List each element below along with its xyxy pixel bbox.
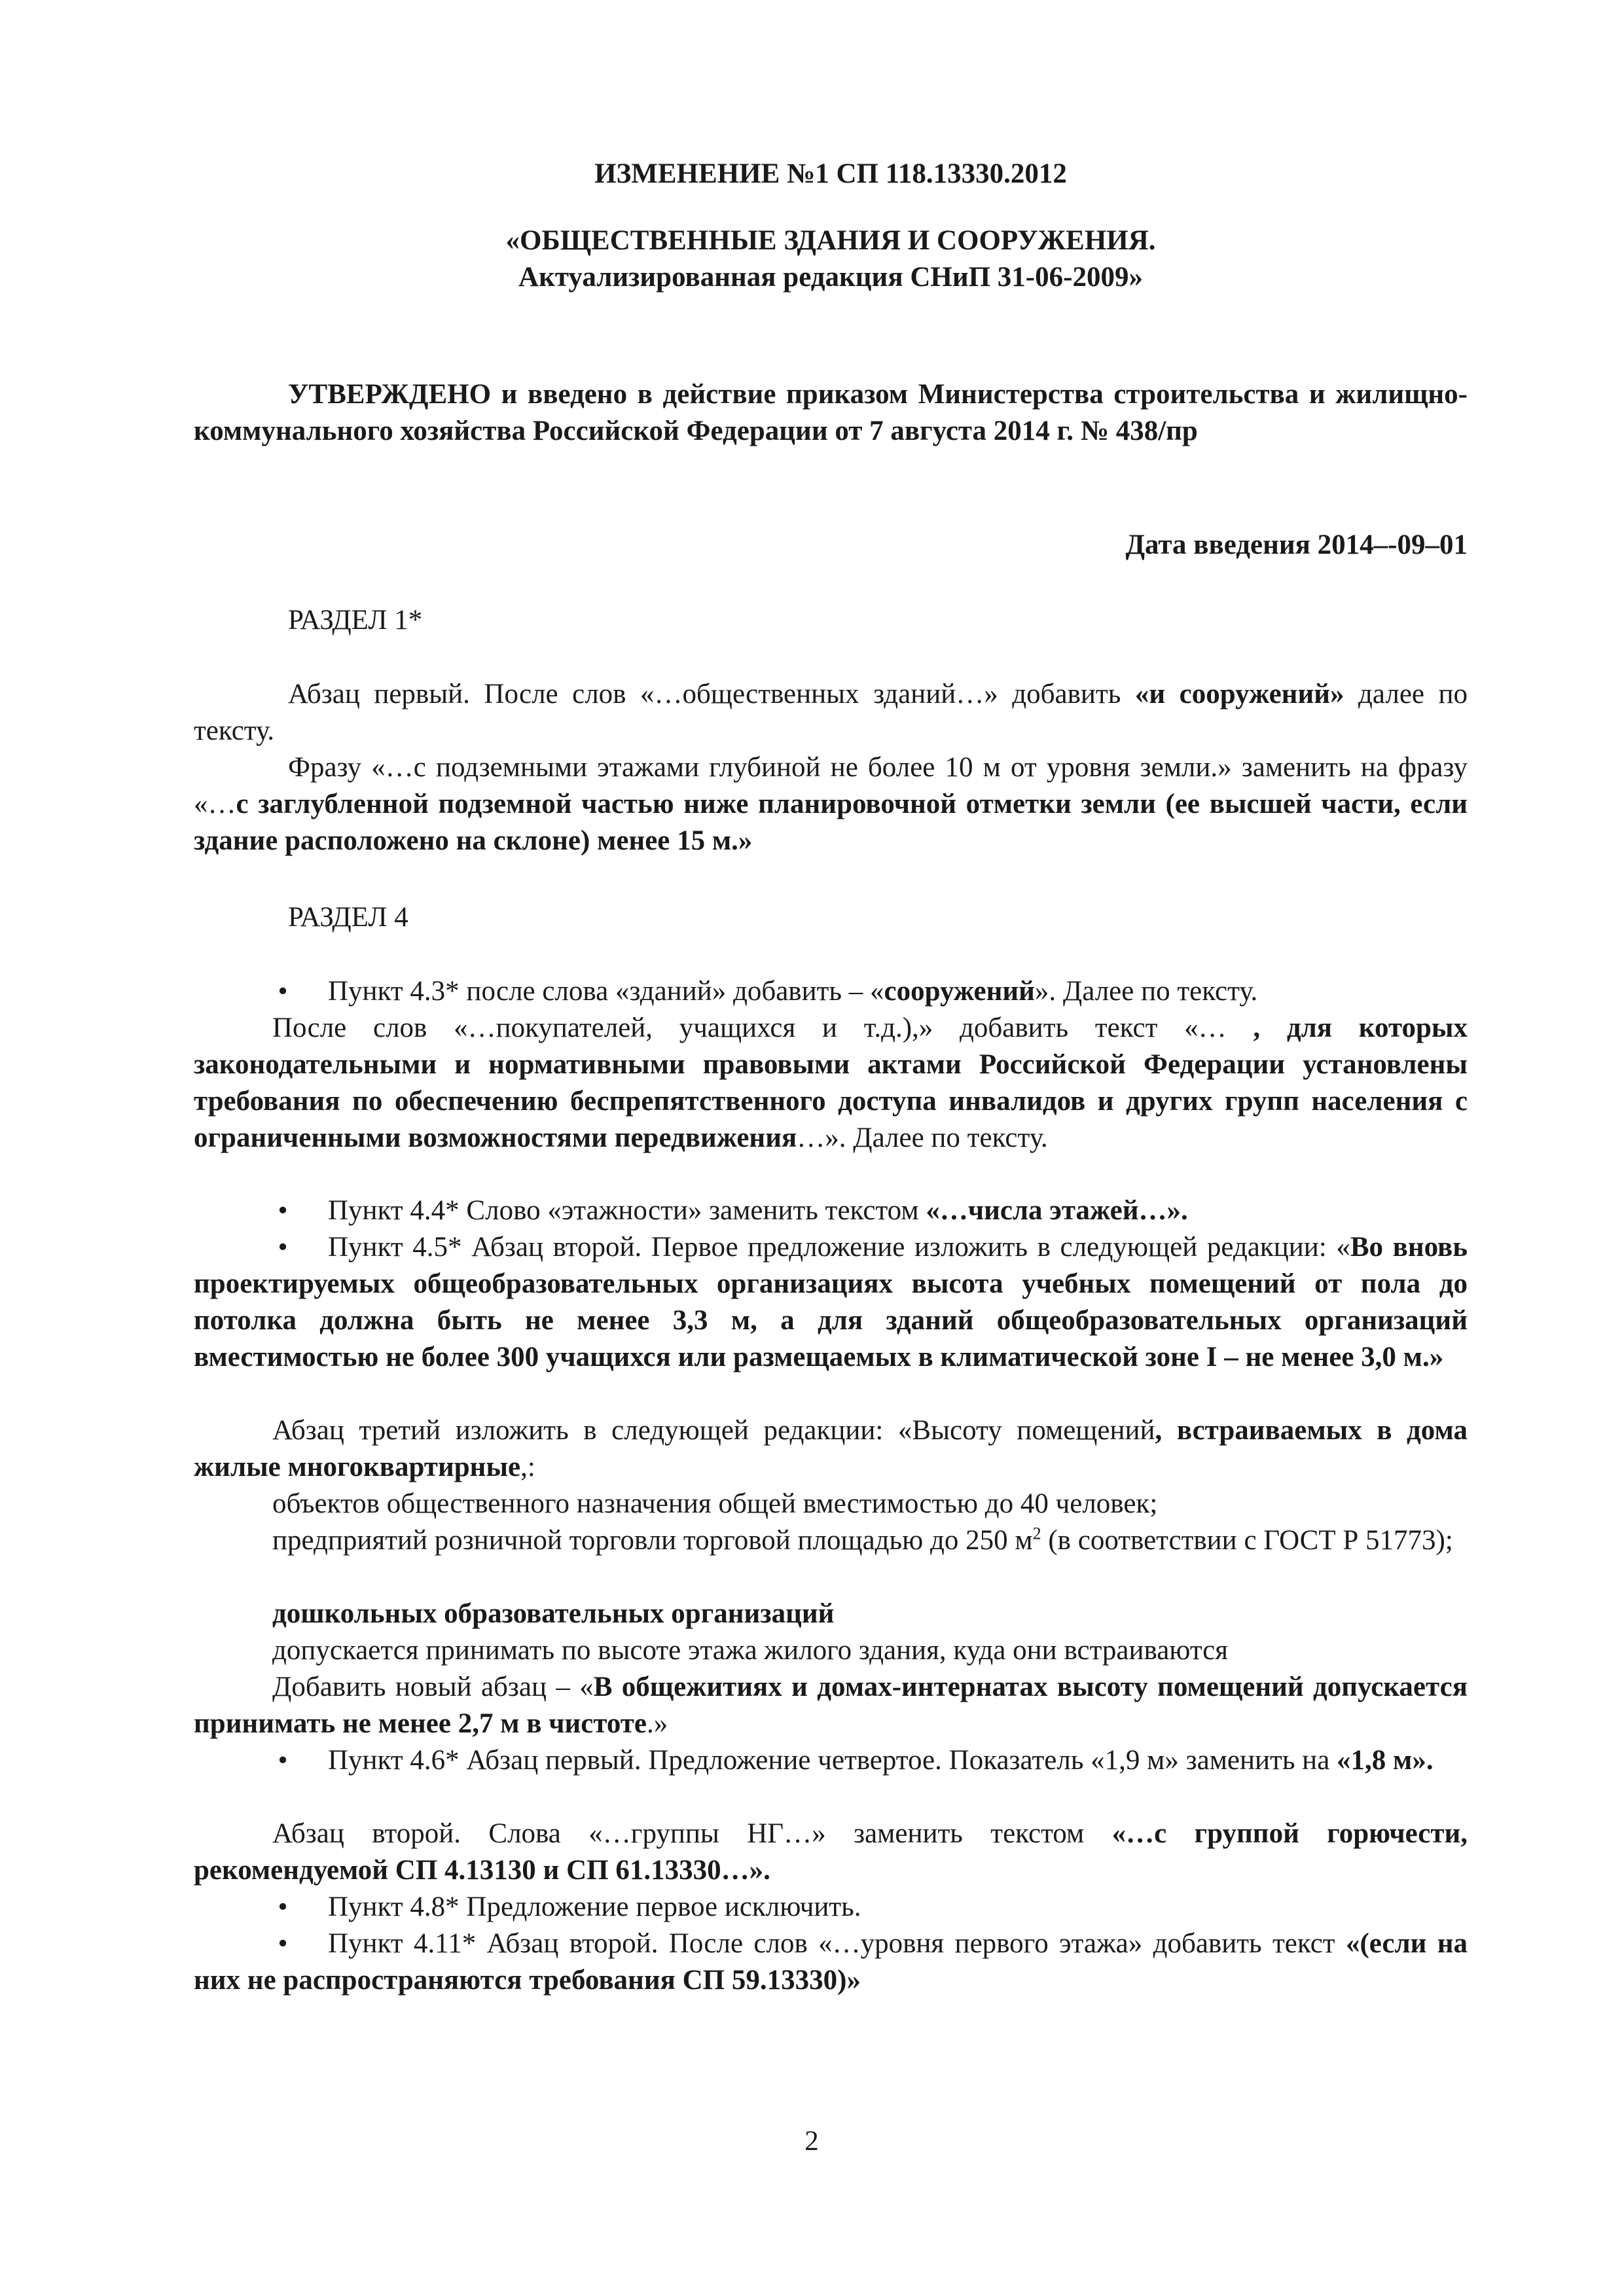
section1-p2-text: Фразу «…с подземными этажами глубиной не более 10 м от уровня земли.» заменить на фразу «… bbox=[194, 752, 1468, 819]
item-4-6-text: Пункт 4.6* Абзац первый. Предложение четвертое. Показатель «1,9 м» заменить на bbox=[328, 1745, 1337, 1776]
list-item-4-11 bbox=[194, 1926, 1468, 1999]
item-4-11-bold: «(если на них не распространяются требования СП 59.13330)» bbox=[194, 1928, 1468, 1996]
section1-p1-text: Абзац первый. После слов «…общественных зданий…» добавить bbox=[288, 679, 1135, 709]
line-retail-superscript: 2 bbox=[1032, 1524, 1041, 1543]
change-title: ИЗМЕНЕНИЕ №1 СП 118.13330.2012 bbox=[594, 158, 1067, 189]
bullet-icon: • bbox=[278, 1195, 288, 1226]
section4-heading: РАЗДЕЛ 4 bbox=[288, 902, 408, 933]
approval-paragraph: УТВЕРЖДЕНО и введено в действие приказом Министерства строительства и жилищно-коммунального хозяйства Российской Федерации от 7 августа 2014 г. № 438/пр bbox=[194, 379, 1468, 446]
section1-p1-bold: «и сооружений» bbox=[1134, 679, 1344, 709]
effective-date: Дата введения 2014–-09–01 bbox=[1125, 529, 1468, 560]
item-4-6-bold: «1,8 м». bbox=[1337, 1745, 1434, 1776]
line-public-objects: объектов общественного назначения общей вместимостью до 40 человек; bbox=[272, 1488, 1158, 1519]
paragraph-new-bold: В общежитиях и домах-интернатах высоту помещений допускается принимать не менее 2,7 м в чистоте bbox=[194, 1672, 1468, 1739]
paragraph-third bbox=[194, 1412, 1468, 1486]
item-4-3-bold: сооружений bbox=[884, 976, 1035, 1007]
after-words-text: После слов «…покупателей, учащихся и т.д.),» добавить текст «… bbox=[272, 1013, 1254, 1043]
list-item-4-5 bbox=[194, 1229, 1468, 1376]
section1-p1-tail: далее по тексту. bbox=[194, 679, 1468, 746]
paragraph-4-6-second-text: Абзац второй. Слова «…группы НГ…» заменить текстом bbox=[272, 1818, 1112, 1849]
section1-paragraph2 bbox=[194, 749, 1468, 859]
bullet-icon: • bbox=[278, 1928, 288, 1959]
section1-paragraph1 bbox=[194, 676, 1468, 749]
list-item-4-8 bbox=[194, 1889, 1468, 1926]
line-preschool: дошкольных образовательных организаций bbox=[272, 1598, 835, 1629]
paragraph-third-bold: , встраиваемых в дома жилые многоквартирные bbox=[194, 1415, 1468, 1482]
item-4-8-text: Пункт 4.8* Предложение первое исключить. bbox=[328, 1892, 861, 1922]
paragraph-third-tail: ,: bbox=[520, 1452, 535, 1482]
list-item-4-6 bbox=[194, 1742, 1468, 1779]
bullet-icon: • bbox=[278, 976, 288, 1007]
paragraph-4-6-second-bold: «…с группой горючести, рекомендуемой СП 4.13130 и СП 61.13330…». bbox=[194, 1818, 1468, 1886]
bullet-icon: • bbox=[278, 1232, 288, 1263]
item-4-5-bold: Во вновь проектируемых общеобразовательных организациях высота учебных помещений от пола до потолка должна быть не менее 3,3 м, а для зданий общеобразовательных организаций вместимостью не более 300 учащихся или размещаемых в климатической зоне I – не менее 3,0 м.» bbox=[194, 1232, 1468, 1372]
paragraph-4-6-second bbox=[194, 1816, 1468, 1889]
line-retail bbox=[194, 1522, 1468, 1559]
after-words-tail: …». Далее по тексту. bbox=[797, 1122, 1048, 1153]
line-retail-text: предприятий розничной торговли торговой площадью до 250 м bbox=[272, 1525, 1033, 1556]
section4-after-words-paragraph bbox=[194, 1010, 1468, 1157]
paragraph-new-text: Добавить новый абзац – « bbox=[272, 1672, 594, 1702]
item-4-3-text: Пункт 4.3* после слова «зданий» добавить – « bbox=[328, 976, 884, 1007]
item-4-5-text: Пункт 4.5* Абзац второй. Первое предложение изложить в следующей редакции: « bbox=[328, 1232, 1350, 1263]
paragraph-third-text: Абзац третий изложить в следующей редакции: «Высоту помещений bbox=[272, 1415, 1155, 1446]
list-item-4-3 bbox=[194, 973, 1468, 1010]
item-4-11-text: Пункт 4.11* Абзац второй. После слов «…уровня первого этажа» добавить текст bbox=[328, 1928, 1346, 1959]
item-4-3-tail: ». Далее по тексту. bbox=[1034, 976, 1258, 1007]
bullet-icon: • bbox=[278, 1892, 288, 1922]
doc-title-line2: Актуализированная редакция СНиП 31-06-2009» bbox=[518, 262, 1143, 293]
page-number: 2 bbox=[804, 2126, 819, 2157]
paragraph-new-tail: .» bbox=[647, 1708, 668, 1739]
after-words-bold: , для которых законодательными и нормативными правовыми актами Российской Федерации установлены требования по обеспечению беспрепятственного доступа инвалидов и других групп населения с ограниченными возможностями передвижения bbox=[194, 1013, 1468, 1153]
doc-title-line1: «ОБЩЕСТВЕННЫЕ ЗДАНИЯ И СООРУЖЕНИЯ. bbox=[505, 225, 1156, 256]
item-4-4-text: Пункт 4.4* Слово «этажности» заменить текстом bbox=[328, 1195, 926, 1226]
line-allowed: допускается принимать по высоте этажа жилого здания, куда они встраиваются bbox=[272, 1635, 1229, 1666]
bullet-icon: • bbox=[278, 1745, 288, 1776]
list-item-4-4 bbox=[194, 1193, 1468, 1229]
section1-p2-bold: с заглубленной подземной частью ниже планировочной отметки земли (ее высшей части, если здание расположено на склоне) менее 15 м.» bbox=[194, 789, 1468, 856]
item-4-4-bold: «…числа этажей…». bbox=[926, 1195, 1188, 1226]
line-retail-tail: (в соответствии с ГОСТ Р 51773); bbox=[1041, 1525, 1453, 1556]
section1-heading: РАЗДЕЛ 1* bbox=[288, 605, 423, 636]
paragraph-new bbox=[194, 1669, 1468, 1742]
